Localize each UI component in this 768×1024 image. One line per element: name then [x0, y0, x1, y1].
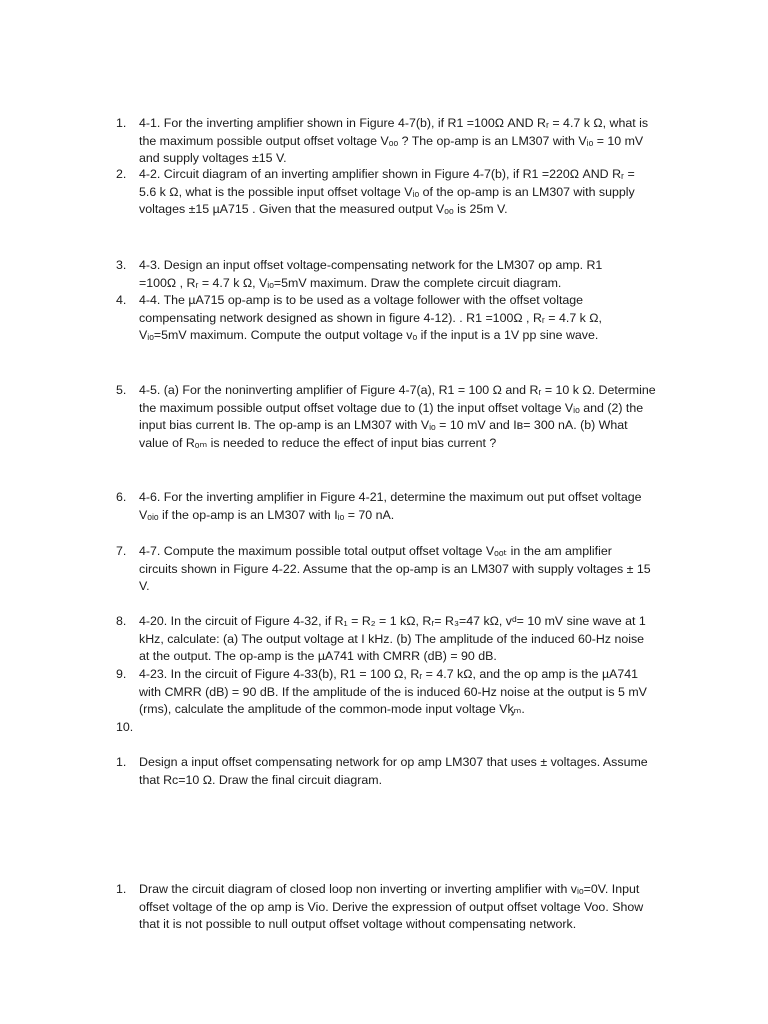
text-line: 5.6 k Ω, what is the possible input offset voltage Vᵢₒ of the op-amp is an LM307 with supply — [139, 184, 635, 199]
question-number: 4. — [116, 293, 127, 307]
text-line: that it is not possible to null output offset voltage without compensating network. — [139, 917, 577, 932]
text-line: 4-5. (a) For the noninverting amplifier of Figure 4-7(a), R1 = 100 Ω and Rᵣ = 10 k Ω. Determine — [139, 383, 656, 397]
question-number: 2. — [116, 167, 127, 181]
question-item — [116, 881, 684, 934]
text-line: circuits shown in Figure 4-22. Assume that the op-amp is an LM307 with supply voltages ± 15 — [139, 561, 651, 576]
question-text — [139, 543, 684, 596]
text-line: offset voltage of the op amp is Vio. Derive the expression of output offset voltage Voo. Show — [139, 899, 644, 914]
question-number: 7. — [116, 544, 127, 558]
text-line: input bias current Iʙ. The op-amp is an LM307 with Vᵢₒ = 10 mV and Iʙ= 300 nA. (b) What — [139, 418, 628, 433]
question-text — [139, 257, 684, 292]
question-item — [116, 257, 684, 292]
question-text — [139, 115, 684, 168]
question-text — [139, 382, 684, 452]
text-line: 4-23. In the circuit of Figure 4-33(b), R1 = 100 Ω, Rᵣ = 4.7 kΩ, and the op amp is the µA741 — [139, 667, 639, 681]
question-number: 3. — [116, 258, 127, 272]
text-line: (rms), calculate the amplitude of the common-mode input voltage Vᶄₘ. — [139, 702, 525, 717]
text-line: =100Ω , Rᵣ = 4.7 k Ω, Vᵢₒ=5mV maximum. Draw the complete circuit diagram. — [139, 275, 562, 290]
question-text — [139, 292, 684, 345]
question-text — [139, 666, 684, 719]
text-line: V. — [139, 579, 150, 594]
text-line: 4-7. Compute the maximum possible total output offset voltage Vₒₒₜ in the am amplifier — [139, 544, 612, 558]
question-text — [139, 881, 684, 934]
question-item — [116, 382, 684, 452]
question-item — [116, 666, 684, 719]
text-line: 4-6. For the inverting amplifier in Figure 4-21, determine the maximum out put offset voltage — [139, 490, 642, 504]
question-item — [116, 754, 684, 789]
question-number: 1. — [116, 116, 127, 130]
text-line: 4-20. In the circuit of Figure 4-32, if R₁ = R₂ = 1 kΩ, Rᵣ= R₃=47 kΩ, vᵈ= 10 mV sine wave at 1 — [139, 614, 646, 628]
text-line: and supply voltages ±15 V. — [139, 151, 287, 166]
text-line: the maximum possible output offset voltage due to (1) the input offset voltage Vᵢₒ and (2) the — [139, 400, 644, 415]
text-line: 4-1. For the inverting amplifier shown in Figure 4-7(b), if R1 =100Ω AND Rᵣ = 4.7 k Ω, what is — [139, 116, 649, 130]
text-line: kHz, calculate: (a) The output voltage at I kHz. (b) The amplitude of the induced 60-Hz noise — [139, 631, 645, 646]
question-item — [116, 115, 684, 168]
text-line: Vᵢₒ=5mV maximum. Compute the output voltage vₒ if the input is a 1V pp sine wave. — [139, 328, 599, 343]
question-number: 10. — [116, 720, 134, 734]
question-item — [116, 292, 684, 345]
question-text — [139, 613, 684, 666]
question-number: 8. — [116, 614, 127, 628]
text-line: Design a input offset compensating network for op amp LM307 that uses ± voltages. Assume — [139, 755, 648, 769]
question-text — [139, 489, 684, 524]
text-line: at the output. The op-amp is the µA741 with CMRR (dB) = 90 dB. — [139, 649, 497, 664]
text-line: Vₒᵢₒ if the op-amp is an LM307 with Iᵢₒ = 70 nA. — [139, 507, 395, 522]
question-number: 9. — [116, 667, 127, 681]
question-number: 1. — [116, 755, 127, 769]
text-line: compensating network designed as shown in figure 4-12). . R1 =100Ω , Rᵣ = 4.7 k Ω, — [139, 310, 602, 325]
text-line: 4-4. The µA715 op-amp is to be used as a voltage follower with the offset voltage — [139, 293, 584, 307]
question-item — [116, 489, 684, 524]
text-line: value of Rₒₘ is needed to reduce the effect of input bias current ? — [139, 435, 497, 450]
question-item — [116, 166, 684, 219]
text-line: the maximum possible output offset voltage Vₒₒ ? The op-amp is an LM307 with Vᵢₒ = 10 mV — [139, 133, 644, 148]
text-line: with CMRR (dB) = 90 dB. If the amplitude of the is induced 60-Hz noise at the output is 5 mV — [139, 684, 647, 699]
question-number: 5. — [116, 383, 127, 397]
text-line: 4-3. Design an input offset voltage-compensating network for the LM307 op amp. R1 — [139, 258, 603, 272]
text-line: that Rc=10 Ω. Draw the final circuit diagram. — [139, 772, 383, 787]
question-item — [116, 613, 684, 666]
question-text — [139, 166, 684, 219]
text-line: 4-2. Circuit diagram of an inverting amplifier shown in Figure 4-7(b), if R1 =220Ω AND Rᵣ = — [139, 167, 635, 181]
question-number: 6. — [116, 490, 127, 504]
question-number: 1. — [116, 882, 127, 896]
text-line: voltages ±15 µA715 . Given that the measured output Vₒₒ is 25m V. — [139, 202, 508, 217]
question-item — [116, 543, 684, 596]
text-line: Draw the circuit diagram of closed loop non inverting or inverting amplifier with vᵢₒ=0V. Input — [139, 882, 640, 896]
question-text — [139, 754, 684, 789]
